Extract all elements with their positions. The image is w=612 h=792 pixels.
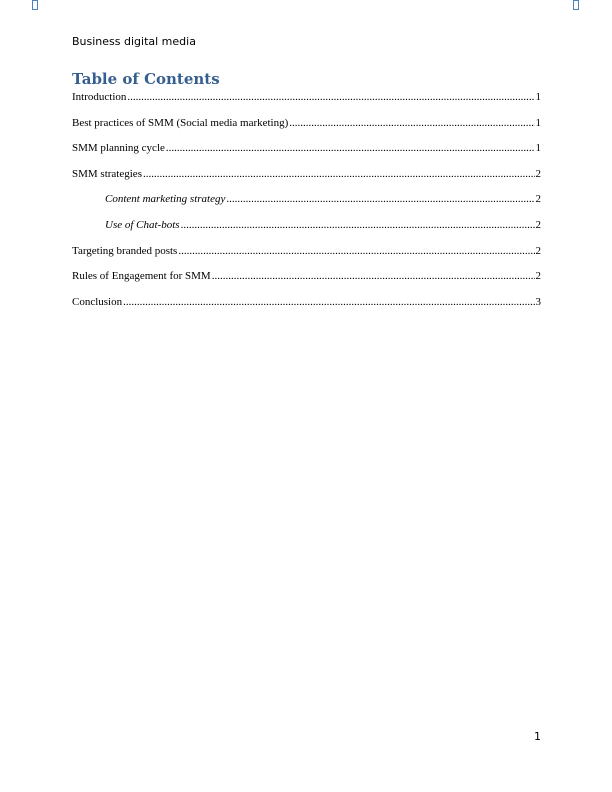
toc-entry-label: SMM strategies [72,167,142,180]
toc-entry-label: Introduction [72,91,127,103]
toc-entry-page: 2 [535,218,541,231]
toc-entry-page: 3 [535,295,541,308]
toc-leader-dots [178,245,534,258]
toc-leader-dots [123,296,534,309]
toc-leader-dots [143,168,535,181]
toc-entry-targeting-branded-posts[interactable] [72,245,541,258]
toc-entry-best-practices[interactable] [72,117,541,130]
toc-leader-dots [181,219,535,232]
toc-entry-smm-strategies[interactable] [72,168,541,181]
toc-entry-content-marketing-strategy[interactable] [72,193,541,206]
toc-leader-dots [226,193,534,206]
toc-entry-label: Rules of Engagement for SMM [72,270,211,283]
toc-entry-page: 2 [535,193,541,206]
toc-entry-label: SMM planning cycle [72,142,165,155]
page-header: Business digital media [72,35,196,48]
toc-entry-page: 2 [535,167,541,180]
toc-heading: Table of Contents [72,70,220,88]
toc-entry-page: 1 [535,142,541,155]
toc-entry-page: 2 [535,270,541,283]
toc-leader-dots [127,91,534,104]
toc-entry-label: Content marketing strategy [105,193,226,206]
toc-list [72,91,541,321]
toc-leader-dots [212,270,535,283]
toc-entry-label: Use of Chat-bots [105,218,180,231]
toc-entry-use-of-chat-bots[interactable] [72,219,541,232]
toc-entry-label: Conclusion [72,295,123,308]
toc-entry-label: Best practices of SMM (Social media marketing) [72,116,289,129]
toc-entry-rules-of-engagement[interactable] [72,270,541,283]
toc-entry-page: 2 [535,244,541,257]
toc-leader-dots [289,117,534,130]
toc-entry-page: 1 [535,116,541,129]
toc-leader-dots [166,142,535,155]
toc-entry-introduction[interactable] [72,91,541,104]
page-number: 1 [534,730,541,743]
toc-entry-conclusion[interactable] [72,296,541,309]
toc-entry-label: Targeting branded posts [72,244,178,257]
text-boundary-mark-left [32,0,38,10]
text-boundary-mark-right [573,0,579,10]
toc-entry-page: 1 [535,91,541,103]
toc-entry-smm-planning-cycle[interactable] [72,142,541,155]
